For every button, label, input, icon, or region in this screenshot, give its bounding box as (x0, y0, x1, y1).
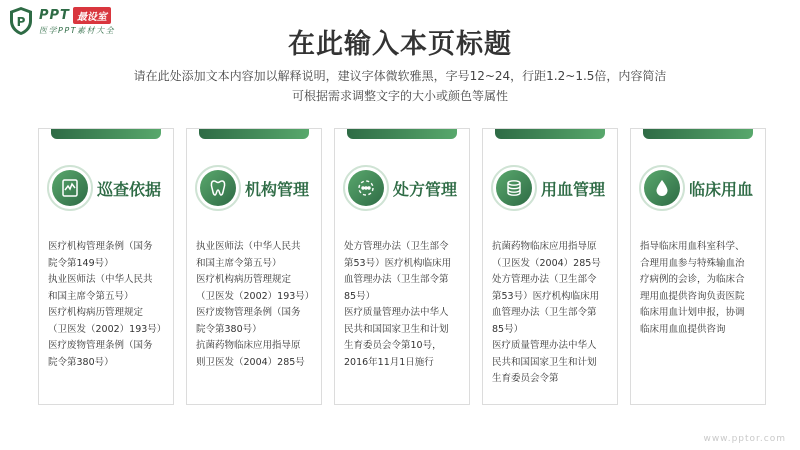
card-top-bar (495, 129, 605, 139)
card-line: 处方管理办法（卫生部令 (492, 274, 597, 285)
card-clinical-blood-use (630, 128, 766, 405)
card-line: 疗病例的会诊，为临床合 (640, 274, 745, 285)
card-line: （卫医发（2002）193号） (48, 323, 167, 335)
card-icon-ring (491, 165, 537, 211)
card-line: 处方管理办法（卫生部令 (344, 241, 449, 252)
card-line: 执业医师法（中华人民共 (196, 241, 301, 252)
card-line: 抗菌药物临床应用指导原 (492, 241, 597, 252)
card-line: 医疗废物管理条例（国务 (48, 340, 153, 351)
card-body (196, 239, 314, 371)
card-line: 临床用血血提供咨询 (640, 323, 726, 335)
card-line: 2016年11月1日施行 (344, 356, 434, 368)
card-line: 院令第380号） (196, 323, 262, 335)
card-line: 执业医师法（中华人民共 (48, 274, 153, 285)
card-line: 抗菌药物临床应用指导原 (196, 340, 301, 351)
card-line: （卫医发（2002）193号） (196, 290, 315, 302)
subtitle-line-2: 可根据需求调整文字的大小或颜色等属性 (291, 89, 508, 103)
page-subtitle (0, 66, 800, 106)
card-line: 指导临床用血科室科学、 (640, 241, 745, 252)
card-line: 民共和国国家卫生和计划 (344, 323, 449, 335)
card-inspection-basis (38, 128, 174, 405)
card-row (38, 128, 766, 405)
card-line: 则卫医发（2004）285号 (196, 356, 305, 368)
card-body (48, 239, 166, 371)
card-blood-management (482, 128, 618, 405)
blood-drop-icon (644, 170, 680, 206)
card-icon-ring (639, 165, 685, 211)
card-line: 院令第380号） (48, 356, 114, 368)
watermark: www.pptor.com (703, 434, 786, 444)
monitor-chart-icon (52, 170, 88, 206)
card-line: 和国主席令第五号） (48, 290, 134, 302)
card-line: （卫医发（2004）285号 (492, 257, 601, 269)
card-body (344, 239, 462, 371)
card-title: 巡查依据 (97, 179, 162, 199)
card-top-bar (347, 129, 457, 139)
card-line: 民共和国国家卫生和计划 (492, 356, 597, 368)
card-line: 医疗质量管理办法中华人 (492, 340, 597, 351)
page-title: 在此输入本页标题 (288, 29, 512, 60)
card-line: 医疗质量管理办法中华人 (344, 307, 449, 318)
card-line: 和国主席令第五号） (196, 257, 282, 269)
card-line: 合理用血参与特殊输血治 (640, 257, 745, 269)
logo-badge: 最设室 (73, 7, 111, 24)
card-top-bar (199, 129, 309, 139)
card-line: 临床用血计划申报，协调 (640, 307, 745, 318)
card-icon-ring (343, 165, 389, 211)
card-line: 院令第149号） (48, 257, 114, 269)
card-line: 生育委员会令第10号， (344, 340, 442, 351)
card-line: 85号） (344, 290, 376, 302)
logo-subtitle: 医学PPT素材大全 (39, 25, 116, 35)
card-line: 第53号）医疗机构临床用 (492, 290, 600, 302)
card-line: 生育委员会令第 (492, 373, 559, 384)
card-line: 医疗机构管理条例（国务 (48, 241, 153, 252)
card-body (640, 239, 758, 338)
card-line: 血管理办法（卫生部令第 (344, 274, 449, 285)
logo-ppt-text: PPT (39, 7, 70, 23)
card-title: 用血管理 (541, 179, 606, 199)
subtitle-line-1: 请在此处添加文本内容加以解释说明，建议字体微软雅黑，字号12~24，行距1.2~1.5倍，内容简洁 (133, 69, 667, 83)
card-line: 医疗机构病历管理规定 (196, 274, 292, 285)
card-line: 85号） (492, 323, 524, 335)
card-institution-management (186, 128, 322, 405)
coin-stack-icon (496, 170, 532, 206)
tooth-icon (200, 170, 236, 206)
card-line: 医疗机构病历管理规定 (48, 307, 144, 318)
card-body (492, 239, 610, 388)
card-top-bar (51, 129, 161, 139)
card-line: 理用血提供咨询负责医院 (640, 290, 745, 302)
card-icon-ring (47, 165, 93, 211)
dots-cycle-icon (348, 170, 384, 206)
card-line: 第53号）医疗机构临床用 (344, 257, 452, 269)
card-title: 机构管理 (245, 179, 310, 199)
card-top-bar (643, 129, 753, 139)
card-prescription-management (334, 128, 470, 405)
card-line: 医疗废物管理条例（国务 (196, 307, 301, 318)
card-title: 临床用血 (689, 179, 754, 199)
card-line: 血管理办法（卫生部令第 (492, 307, 597, 318)
svg-text:P: P (16, 15, 26, 29)
card-icon-ring (195, 165, 241, 211)
card-title: 处方管理 (393, 179, 458, 199)
